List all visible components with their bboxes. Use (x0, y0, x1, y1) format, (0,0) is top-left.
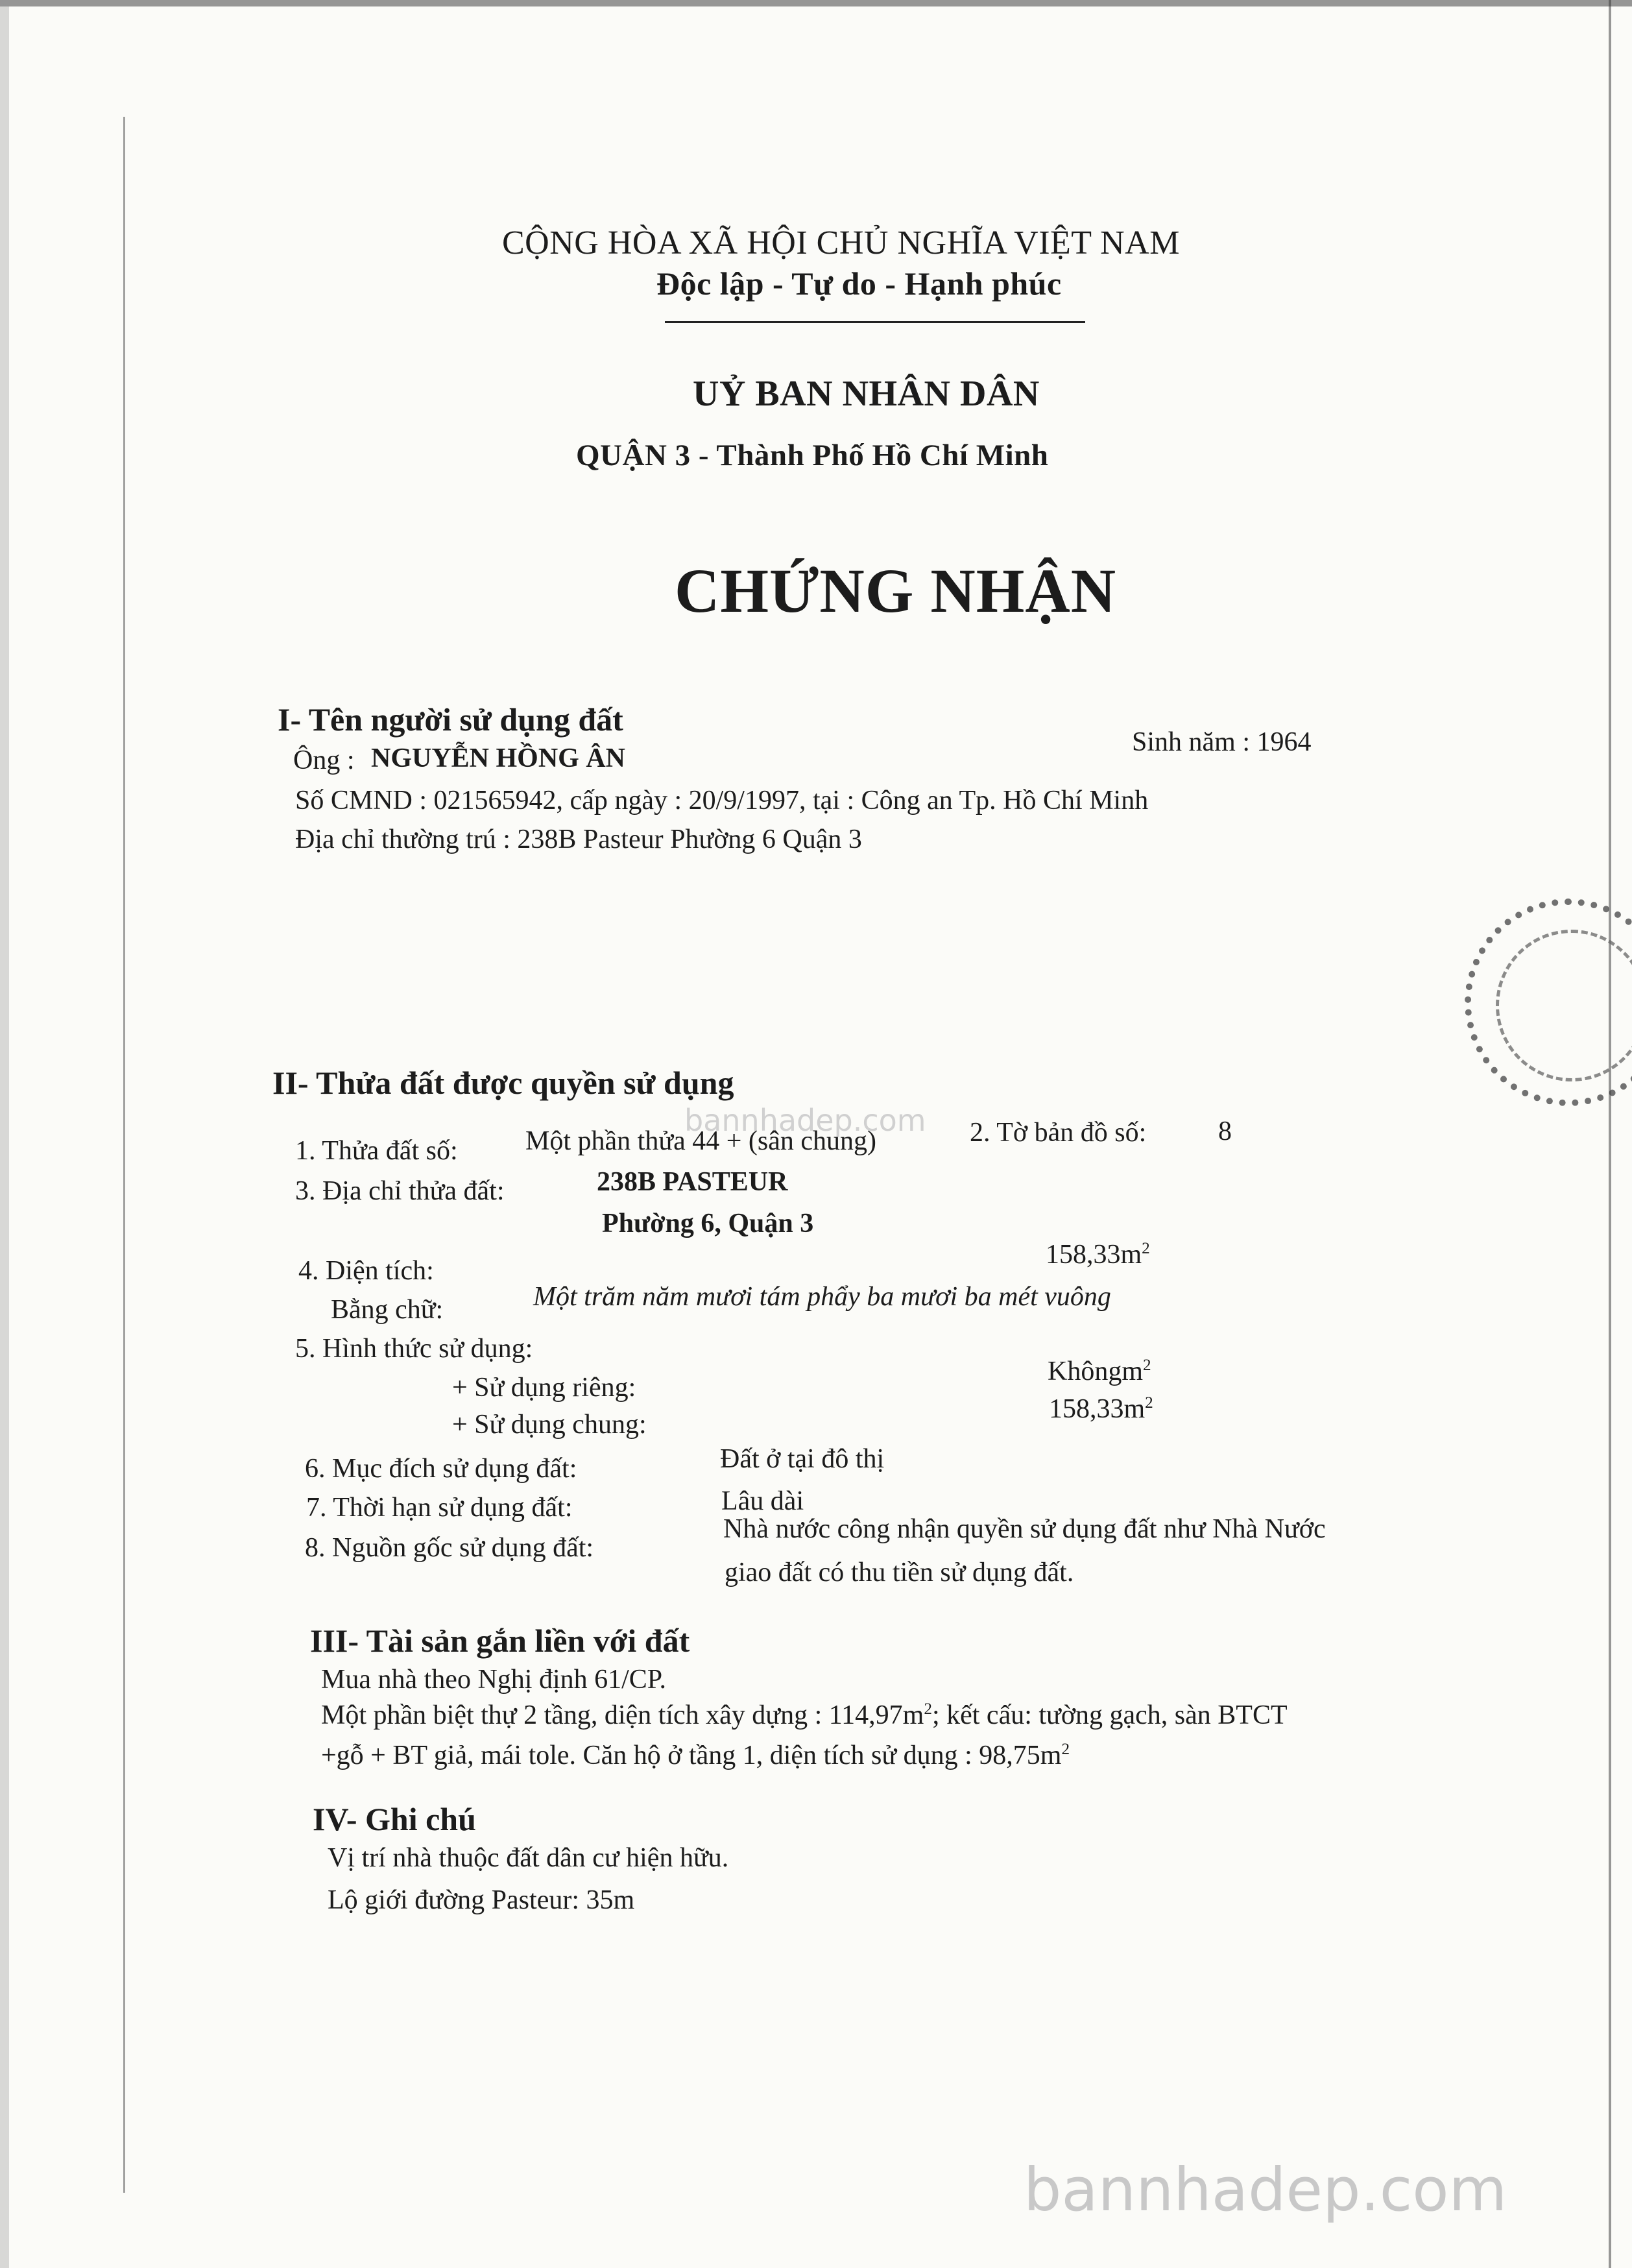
lot-address-label: 3. Địa chỉ thửa đất: (295, 1176, 505, 1206)
shared-use-label: + Sử dụng chung: (452, 1410, 647, 1440)
area-label: 4. Diện tích: (298, 1256, 434, 1286)
area-words-value: Một trăm năm mươi tám phẩy ba mươi ba mét vuông (533, 1282, 1111, 1312)
assets-line2-superscript: 2 (924, 1700, 932, 1718)
map-sheet-label: 2. Tờ bản đồ số: (970, 1118, 1147, 1148)
assets-line2: Một phần biệt thự 2 tầng, diện tích xây dựng : $114,97m^2$; kết cấu: tường gạch, sàn BTCT (321, 1700, 1288, 1730)
shared-unit-superscript: 2 (1145, 1394, 1153, 1412)
owner-label: Ông : (293, 745, 355, 775)
area-unit-superscript: 2 (1142, 1240, 1150, 1257)
district-name: QUẬN 3 - Thành Phố Hồ Chí Minh (576, 439, 1049, 472)
scan-left-edge (0, 0, 9, 2268)
land-purpose-label: 6. Mục đích sử dụng đất: (305, 1454, 577, 1484)
assets-line3-superscript: 2 (1061, 1741, 1070, 1758)
notes-line2: Lộ giới đường Pasteur: 35m (328, 1885, 635, 1915)
area-words-label: Bằng chữ: (331, 1295, 444, 1325)
assets-line1: Mua nhà theo Nghị định 61/CP. (321, 1665, 666, 1695)
private-use-value: Khôngm$^2$ (1048, 1357, 1151, 1386)
watermark-bottom: bannhadep.com (1024, 2155, 1507, 2225)
land-origin-label: 8. Nguồn gốc sử dụng đất: (305, 1533, 594, 1563)
lot-number-value: Một phần thửa 44 + (sân chung) (525, 1126, 877, 1156)
national-motto: Độc lập - Tự do - Hạnh phúc (656, 265, 1062, 302)
usage-form-label: 5. Hình thức sử dụng: (295, 1334, 533, 1364)
lot-address-ward: Phường 6, Quận 3 (602, 1209, 814, 1238)
country-name: CỘNG HÒA XÃ HỘI CHỦ NGHĨA VIỆT NAM (502, 224, 1180, 261)
scan-right-edge (1609, 0, 1611, 2268)
scan-top-edge (0, 0, 1632, 6)
land-origin-value-line1: Nhà nước công nhận quyền sử dụng đất như Nhà Nước (723, 1514, 1326, 1544)
section4-heading: IV- Ghi chú (313, 1801, 476, 1837)
section2-heading: II- Thửa đất được quyền sử dụng (272, 1065, 734, 1101)
assets-line3: +gỗ + BT giả, mái tole. Căn hộ ở tầng 1, diện tích sử dụng : $98,75m^2$ (321, 1741, 1070, 1770)
document-title: CHỨNG NHẬN (675, 556, 1117, 625)
id-card-line: Số CMND : 021565942, cấp ngày : 20/9/1997, tại : Công an Tp. Hồ Chí Minh (295, 786, 1149, 815)
lot-address-street: 238B PASTEUR (597, 1167, 788, 1197)
section3-heading: III- Tài sản gắn liền với đất (310, 1623, 690, 1659)
private-use-label: + Sử dụng riêng: (452, 1373, 636, 1403)
usage-term-value: Lâu dài (721, 1486, 804, 1516)
private-unit-superscript: 2 (1143, 1357, 1151, 1374)
header-underline (665, 321, 1085, 323)
usage-term-label: 7. Thời hạn sử dụng đất: (306, 1493, 573, 1523)
land-purpose-value: Đất ở tại đô thị (720, 1444, 885, 1474)
area-value: $158,33m^2$ (1046, 1240, 1150, 1270)
margin-line (123, 117, 125, 2193)
lot-number-label: 1. Thửa đất số: (295, 1136, 458, 1166)
watermark-center: bannhadep.com (684, 1103, 926, 1138)
owner-birth-year: Sinh năm : 1964 (1132, 727, 1312, 757)
owner-name: NGUYỄN HỒNG ÂN (371, 743, 626, 773)
land-origin-value-line2: giao đất có thu tiền sử dụng đất. (725, 1558, 1074, 1587)
permanent-address: Địa chỉ thường trú : 238B Pasteur Phường 6 Quận 3 (295, 825, 862, 854)
map-sheet-value: 8 (1218, 1116, 1232, 1146)
shared-use-value: $158,33m^2$ (1049, 1394, 1153, 1424)
notes-line1: Vị trí nhà thuộc đất dân cư hiện hữu. (328, 1843, 729, 1873)
committee-name: UỶ BAN NHÂN DÂN (693, 374, 1040, 414)
official-seal-stamp (1465, 899, 1632, 1106)
section1-heading: I- Tên người sử dụng đất (278, 701, 623, 738)
